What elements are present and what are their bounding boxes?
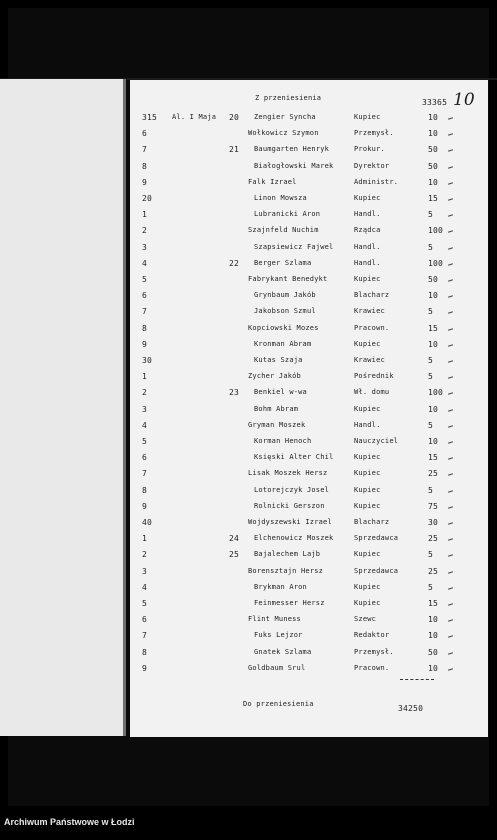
entry-number: 8 (142, 485, 148, 495)
entry-amount: 10 (428, 291, 439, 301)
entry-name: Korman Henoch (254, 437, 312, 445)
entry-amount: 100 (428, 226, 444, 236)
entry-occupation: Handl. (354, 210, 381, 219)
entry-occupation: Kupiec (354, 599, 381, 607)
check-mark (448, 150, 453, 152)
entry-amount: 100 (428, 388, 444, 398)
entry-amount: 5 (428, 372, 434, 382)
check-mark (448, 652, 453, 654)
entry-amount: 10 (428, 437, 439, 446)
entry-number: 9 (142, 339, 148, 349)
check-mark (448, 619, 453, 621)
check-mark (448, 166, 453, 168)
check-mark (448, 538, 453, 540)
entry-name: Grynbaum Jakób (254, 291, 316, 300)
entry-name: Brykman Aron (254, 582, 307, 591)
entry-house-number: 25 (229, 550, 240, 560)
entry-name: Kronman Abram (254, 339, 312, 348)
entry-amount: 10 (428, 631, 439, 641)
check-mark (448, 393, 453, 395)
entry-amount: 25 (428, 534, 439, 544)
entry-amount: 5 (428, 420, 434, 430)
entry-occupation: Kupiec (354, 582, 381, 591)
entry-name: Gryman Moszek (248, 420, 306, 429)
entry-amount: 15 (428, 453, 439, 463)
archive-label: Archiwum Państwowe w Łodzi (4, 817, 135, 827)
page-number: 10 (453, 90, 475, 110)
entry-occupation: Sprzedawca (354, 534, 399, 543)
entry-occupation: Szewc (354, 615, 377, 624)
check-mark (448, 636, 453, 638)
entry-number: 7 (142, 145, 148, 155)
entry-occupation: Blacharz (354, 518, 390, 526)
entry-number: 2 (142, 226, 148, 236)
entry-occupation: Kupiec (354, 404, 381, 413)
check-mark (448, 376, 453, 378)
check-mark (448, 328, 453, 330)
check-mark (448, 182, 453, 184)
entry-amount: 50 (428, 647, 439, 657)
entry-occupation: Wł. domu (354, 388, 390, 397)
entry-number: 6 (142, 291, 148, 301)
entry-name: Lotorejczyk Josel (254, 485, 330, 494)
entry-number: 8 (142, 161, 148, 171)
check-mark (448, 344, 453, 346)
entry-amount: 15 (428, 194, 439, 203)
check-mark (448, 409, 453, 411)
entry-number: 5 (142, 599, 148, 608)
entry-name: Lubranicki Aron (254, 210, 321, 219)
entry-occupation: Dyrektor (354, 161, 390, 170)
entry-amount: 10 (428, 404, 439, 414)
entry-number: 6 (142, 129, 148, 139)
check-mark (448, 441, 453, 443)
entry-name: Szajnfeld Nuchim (248, 226, 319, 235)
entry-occupation: Handl. (354, 258, 381, 267)
entry-name: Wojdyszewski Izrael (248, 518, 332, 526)
entry-occupation: Nauczyciel (354, 437, 399, 445)
entry-name: Feinmesser Hersz (254, 599, 325, 607)
entry-number: 9 (142, 663, 148, 673)
entry-amount: 5 (428, 242, 434, 252)
entry-name: Fabrykant Benedykt (248, 275, 328, 283)
entry-number: 20 (142, 194, 153, 203)
check-mark (448, 247, 453, 249)
check-mark (448, 425, 453, 427)
entry-amount: 30 (428, 518, 439, 527)
entry-number: 315 (142, 113, 158, 122)
entry-number: 7 (142, 307, 148, 317)
entry-number: 5 (142, 437, 148, 446)
entry-occupation: Administr. (354, 177, 399, 186)
entry-number: 30 (142, 356, 153, 365)
entry-amount: 25 (428, 566, 439, 576)
check-mark (448, 474, 453, 476)
document-page (130, 80, 488, 737)
entry-amount: 5 (428, 550, 434, 560)
entry-number: 8 (142, 647, 148, 657)
entry-amount: 10 (428, 113, 439, 122)
check-mark (448, 555, 453, 557)
entry-number: 4 (142, 258, 148, 268)
entry-number: 9 (142, 501, 148, 511)
entry-name: Kopciowski Mozes (248, 323, 319, 332)
entry-name: Kutas Szaja (254, 356, 303, 364)
check-mark (448, 117, 453, 119)
check-mark (448, 198, 453, 200)
entry-number: 1 (142, 534, 148, 544)
left-page-blank (0, 79, 126, 736)
entry-number: 3 (142, 404, 148, 414)
check-mark (448, 295, 453, 297)
entry-amount: 5 (428, 485, 434, 495)
entry-name: Wołkowicz Szymon (248, 129, 319, 138)
entry-house-number: 24 (229, 534, 240, 544)
entry-amount: 5 (428, 356, 434, 365)
check-mark (448, 571, 453, 573)
entry-house-number: 22 (229, 258, 240, 268)
check-mark (448, 506, 453, 508)
entry-name: Zycher Jakób (248, 372, 301, 381)
entry-occupation: Krawiec (354, 356, 385, 364)
entry-name: Benkiel w-wa (254, 388, 307, 397)
entry-amount: 100 (428, 258, 444, 268)
entry-amount: 25 (428, 469, 439, 479)
entry-name: Bohm Abram (254, 404, 299, 413)
entry-name: Bajalechem Lajb (254, 550, 321, 559)
entry-number: 6 (142, 615, 148, 625)
entry-name: Zengier Syncha (254, 113, 316, 121)
entry-number: 5 (142, 275, 148, 284)
entry-amount: 10 (428, 129, 439, 139)
check-mark (448, 231, 453, 233)
entry-name: Linon Mowsza (254, 194, 307, 202)
entry-amount: 5 (428, 582, 434, 592)
entry-occupation: Kupiec (354, 550, 381, 559)
check-mark (448, 360, 453, 362)
total-underline (400, 679, 434, 680)
entry-number: 1 (142, 372, 148, 382)
entry-occupation: Sprzedawca (354, 566, 399, 575)
entry-name: Berger Szlama (254, 258, 312, 267)
entry-name: Fuks Lejzor (254, 631, 303, 640)
entry-number: 3 (142, 242, 148, 252)
entry-amount: 5 (428, 210, 434, 220)
entry-name: Elchenowicz Moszek (254, 534, 334, 543)
entry-amount: 15 (428, 599, 439, 608)
entry-amount: 75 (428, 501, 439, 511)
entry-number: 7 (142, 469, 148, 479)
check-mark (448, 279, 453, 281)
entry-occupation: Handl. (354, 420, 381, 429)
entry-name: Rolnicki Gerszon (254, 501, 325, 510)
entry-occupation: Przemysł. (354, 129, 394, 138)
entry-occupation: Kupiec (354, 113, 381, 121)
entry-house-number: 21 (229, 145, 240, 155)
entry-number: 8 (142, 323, 148, 333)
entry-number: 9 (142, 177, 148, 187)
entry-house-number: 20 (229, 113, 240, 122)
check-mark (448, 214, 453, 216)
entry-occupation: Pracown. (354, 323, 390, 332)
entry-amount: 10 (428, 339, 439, 349)
check-mark (448, 603, 453, 605)
entry-amount: 10 (428, 663, 439, 673)
entry-occupation: Przemysł. (354, 647, 394, 656)
carry-forward-label: Do przeniesienia (243, 700, 314, 708)
entry-number: 4 (142, 420, 148, 430)
entry-name: Baumgarten Henryk (254, 145, 330, 154)
check-mark (448, 263, 453, 265)
entry-house-number: 23 (229, 388, 240, 398)
entry-name: Borensztajn Hersz (248, 566, 324, 575)
entry-occupation: Kupiec (354, 485, 381, 494)
entry-number: 1 (142, 210, 148, 220)
entry-number: 3 (142, 566, 148, 576)
entry-occupation: Kupiec (354, 339, 381, 348)
entry-occupation: Krawiec (354, 307, 385, 316)
carried-total: 33365 (422, 98, 448, 107)
entry-occupation: Blacharz (354, 291, 390, 300)
entry-amount: 15 (428, 323, 439, 333)
entry-amount: 5 (428, 307, 434, 317)
entry-street: Al. I Maja (172, 113, 217, 121)
entry-amount: 10 (428, 177, 439, 187)
entry-occupation: Kupiec (354, 194, 381, 202)
entry-amount: 50 (428, 145, 439, 155)
entry-number: 2 (142, 550, 148, 560)
entry-name: Księski Alter Chil (254, 453, 334, 462)
entry-name: Gnatek Szlama (254, 647, 312, 656)
entry-name: Falk Izrael (248, 177, 297, 186)
check-mark (448, 668, 453, 670)
entry-name: Jakobson Szmul (254, 307, 316, 316)
entry-occupation: Kupiec (354, 501, 381, 510)
entry-occupation: Kupiec (354, 275, 381, 283)
entry-amount: 10 (428, 615, 439, 625)
entry-occupation: Handl. (354, 242, 381, 251)
entry-name: Szapsiewicz Fajwel (254, 242, 334, 251)
check-mark (448, 522, 453, 524)
entry-occupation: Kupiec (354, 469, 381, 478)
entry-number: 4 (142, 582, 148, 592)
entry-number: 2 (142, 388, 148, 398)
check-mark (448, 457, 453, 459)
carry-forward-total: 34250 (398, 704, 424, 713)
entry-name: Goldbaum Srul (248, 663, 306, 672)
check-mark (448, 490, 453, 492)
entry-number: 40 (142, 518, 153, 527)
entry-occupation: Rządca (354, 226, 381, 235)
entry-number: 6 (142, 453, 148, 463)
entry-occupation: Pracown. (354, 663, 390, 672)
entry-name: Białogłowski Marek (254, 161, 334, 170)
check-mark (448, 312, 453, 314)
entry-amount: 50 (428, 275, 439, 284)
entry-number: 7 (142, 631, 148, 641)
entry-name: Lisak Moszek Hersz (248, 469, 328, 478)
check-mark (448, 587, 453, 589)
entry-occupation: Kupiec (354, 453, 381, 462)
entry-occupation: Redaktor (354, 631, 390, 640)
entry-name: Flint Muness (248, 615, 301, 624)
entry-occupation: Prokur. (354, 145, 385, 154)
check-mark (448, 133, 453, 135)
header-title: Z przeniesienia (255, 94, 322, 102)
entry-occupation: Pośrednik (354, 372, 394, 381)
entry-amount: 50 (428, 161, 439, 171)
